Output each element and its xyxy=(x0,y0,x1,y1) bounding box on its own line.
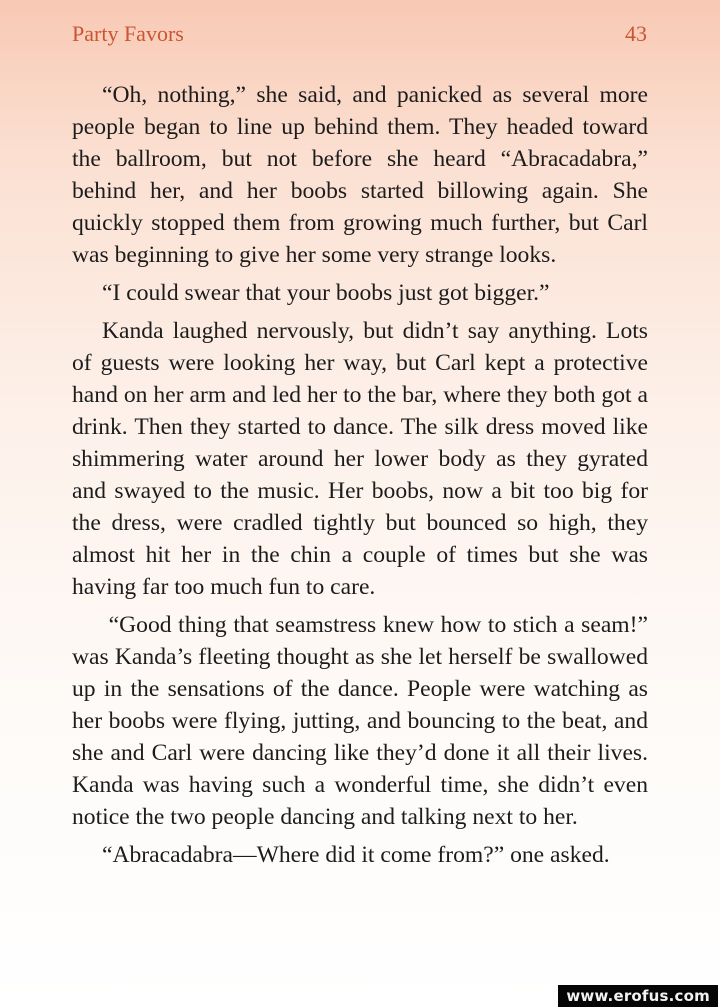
body-text xyxy=(72,79,648,877)
paragraph: “Oh, nothing,” she said, and panicked as several more people began to line up behind them. They headed toward the ballroom, but not before she heard “Abracadabra,” behind her, and her boobs started billowing again. She quickly stopped them from growing much further, but Carl was beginning to give her some very strange looks. xyxy=(72,82,648,268)
paragraph: “Good thing that seamstress knew how to stich a seam!” was Kanda’s fleeting thought as she let herself be swallowed up in the sensations of the dance. People were watching as her boobs were flying, jutting, and bouncing to the beat, and she and Carl were dancing like they’d done it all their lives. Kanda was having such a wonderful time, she didn’t even notice the two people dancing and talking next to her. xyxy=(72,612,648,830)
page-number: 43 xyxy=(625,21,647,46)
paragraph: Kanda laughed nervously, but didn’t say anything. Lots of guests were looking her way, but Carl kept a protective hand on her arm and led her to the bar, where they both got a drink. Then they started to dance. The silk dress moved like shimmering water around her lower body as they gyrated and swayed to the music. Her boobs, now a bit too big for the dress, were cradled tightly but bounced so high, they almost hit her in the chin a couple of times but she was having far too much fun to care. xyxy=(72,318,648,600)
book-title: Party Favors xyxy=(72,21,184,46)
watermark: www.erofus.com xyxy=(558,985,718,1007)
paragraph: “Abracadabra—Where did it come from?” one asked. xyxy=(102,842,610,868)
running-head xyxy=(72,18,647,50)
paragraph: “I could swear that your boobs just got bigger.” xyxy=(102,280,550,306)
